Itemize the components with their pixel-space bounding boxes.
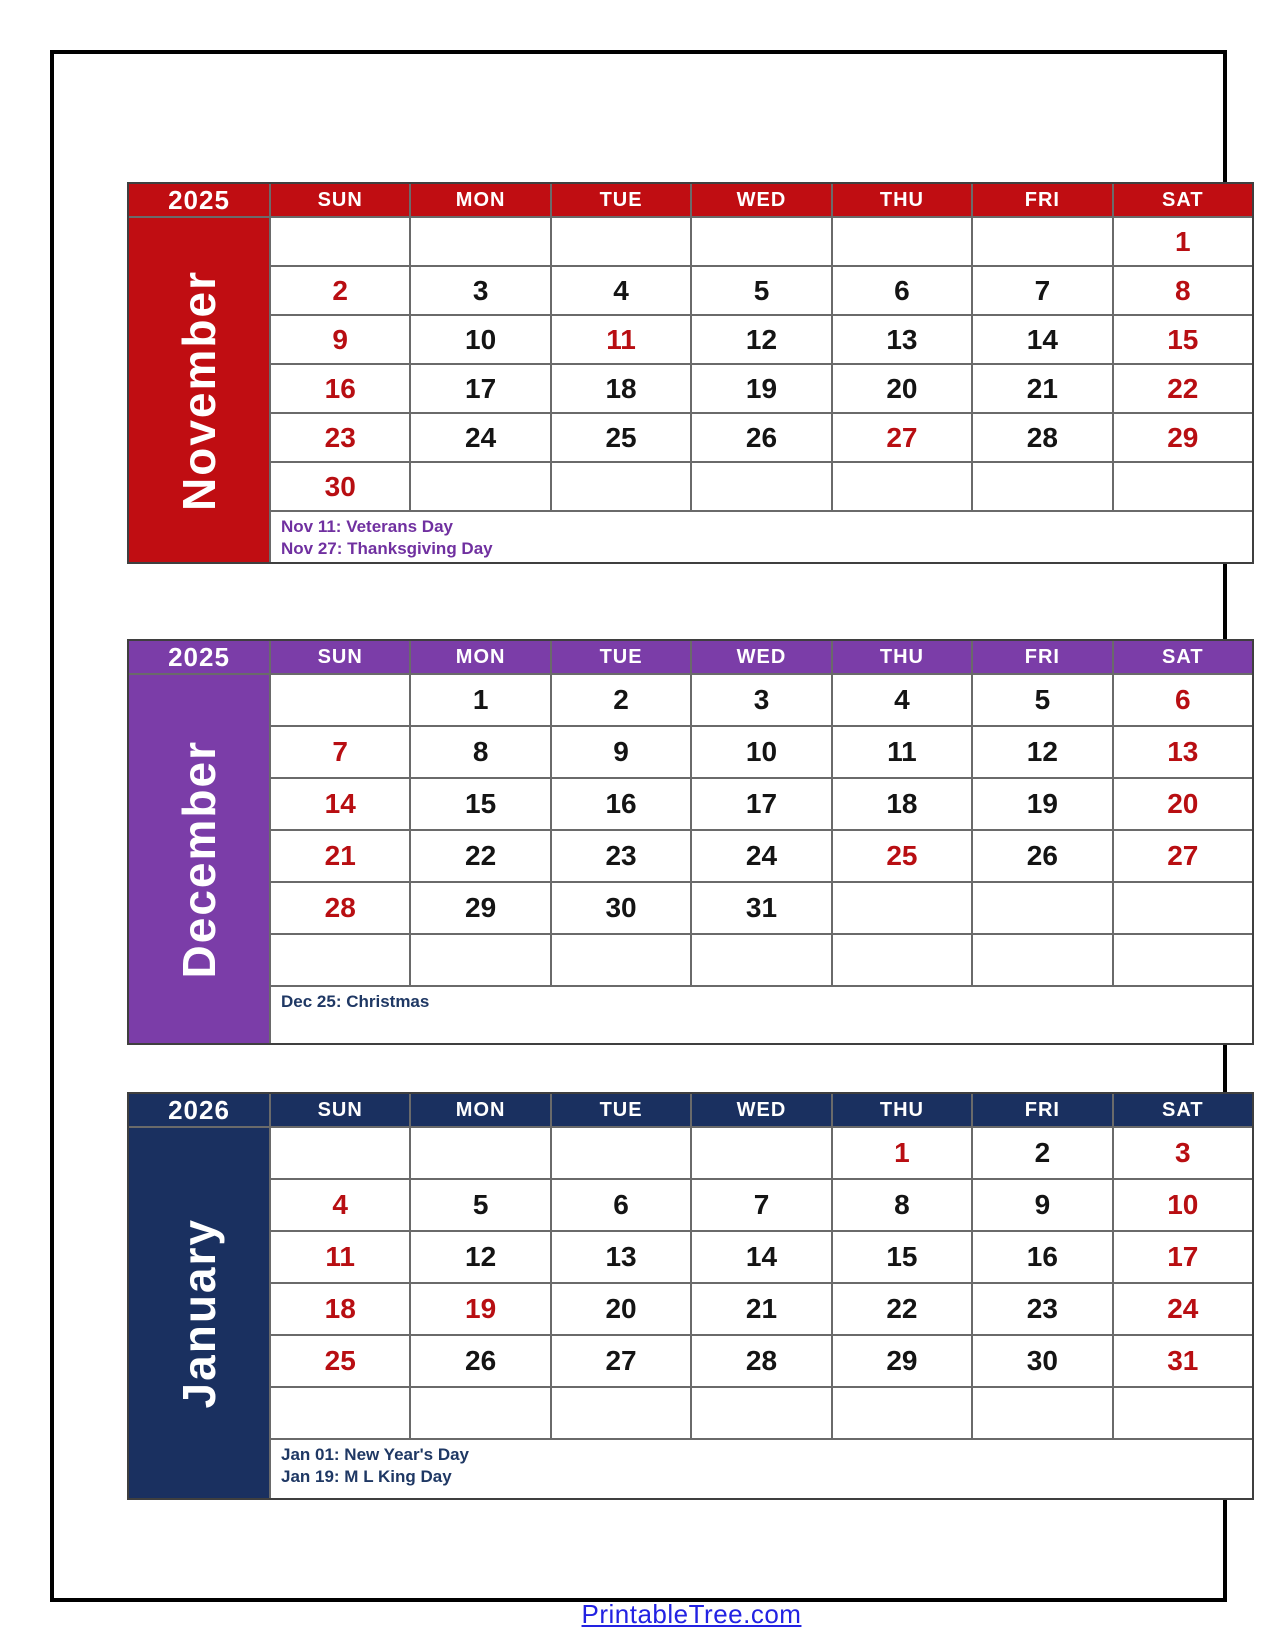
date-cell: 14 xyxy=(692,1232,830,1282)
date-cell: 26 xyxy=(692,414,830,461)
date-cell xyxy=(411,935,549,985)
date-cell xyxy=(833,463,971,510)
date-cell: 7 xyxy=(973,267,1111,314)
date-cell: 6 xyxy=(1114,675,1252,725)
date-cell xyxy=(411,1128,549,1178)
date-cell: 24 xyxy=(411,414,549,461)
date-cell: 22 xyxy=(1114,365,1252,412)
date-cell: 31 xyxy=(1114,1336,1252,1386)
date-cell xyxy=(411,463,549,510)
date-cell: 21 xyxy=(271,831,409,881)
date-cell xyxy=(692,935,830,985)
date-cell: 26 xyxy=(973,831,1111,881)
date-cell: 16 xyxy=(552,779,690,829)
date-cell: 11 xyxy=(833,727,971,777)
date-cell: 19 xyxy=(692,365,830,412)
date-cell: 28 xyxy=(973,414,1111,461)
date-cell: 1 xyxy=(1114,218,1252,265)
date-cell: 2 xyxy=(973,1128,1111,1178)
date-cell: 14 xyxy=(973,316,1111,363)
date-cell: 23 xyxy=(973,1284,1111,1334)
weekday-header-thu: THU xyxy=(833,184,971,216)
date-cell: 8 xyxy=(833,1180,971,1230)
date-cell: 13 xyxy=(833,316,971,363)
date-cell: 17 xyxy=(692,779,830,829)
date-cell xyxy=(552,1128,690,1178)
date-cell: 30 xyxy=(973,1336,1111,1386)
date-cell: 18 xyxy=(833,779,971,829)
date-cell xyxy=(692,1128,830,1178)
footer xyxy=(54,1599,1275,1630)
date-cell xyxy=(833,935,971,985)
date-cell: 2 xyxy=(552,675,690,725)
date-cell: 24 xyxy=(692,831,830,881)
date-cell: 27 xyxy=(833,414,971,461)
date-cell: 25 xyxy=(552,414,690,461)
date-cell: 21 xyxy=(973,365,1111,412)
weekday-header-wed: WED xyxy=(692,641,830,673)
month-band xyxy=(129,675,269,1043)
weekday-header-sat: SAT xyxy=(1114,641,1252,673)
holiday-note: Jan 19: M L King Day xyxy=(281,1466,452,1486)
date-cell xyxy=(692,463,830,510)
date-cell: 12 xyxy=(973,727,1111,777)
date-cell xyxy=(692,1388,830,1438)
date-cell xyxy=(1114,935,1252,985)
date-cell: 4 xyxy=(271,1180,409,1230)
date-cell xyxy=(833,883,971,933)
date-cell: 21 xyxy=(692,1284,830,1334)
month-label: November xyxy=(173,269,225,511)
weekday-header-tue: TUE xyxy=(552,1094,690,1126)
weekday-header-tue: TUE xyxy=(552,184,690,216)
date-cell: 13 xyxy=(552,1232,690,1282)
date-cell xyxy=(411,1388,549,1438)
date-cell xyxy=(1114,1388,1252,1438)
date-cell xyxy=(1114,463,1252,510)
calendar-december-2025 xyxy=(127,639,1254,1045)
month-label: January xyxy=(173,1217,225,1409)
date-cell: 26 xyxy=(411,1336,549,1386)
date-cell: 22 xyxy=(833,1284,971,1334)
date-cell: 7 xyxy=(692,1180,830,1230)
date-cell: 19 xyxy=(411,1284,549,1334)
date-cell xyxy=(271,1128,409,1178)
date-cell: 10 xyxy=(692,727,830,777)
date-cell: 30 xyxy=(552,883,690,933)
date-cell xyxy=(271,935,409,985)
date-cell: 27 xyxy=(1114,831,1252,881)
date-cell: 9 xyxy=(973,1180,1111,1230)
date-cell: 2 xyxy=(271,267,409,314)
date-cell: 20 xyxy=(1114,779,1252,829)
holiday-note: Jan 01: New Year's Day xyxy=(281,1445,470,1464)
date-cell: 28 xyxy=(271,883,409,933)
date-cell: 18 xyxy=(271,1284,409,1334)
date-cell xyxy=(552,935,690,985)
date-cell: 29 xyxy=(411,883,549,933)
date-cell xyxy=(552,1388,690,1438)
weekday-header-sat: SAT xyxy=(1114,184,1252,216)
calendar-january-2026 xyxy=(127,1092,1254,1500)
date-cell: 27 xyxy=(552,1336,690,1386)
date-cell xyxy=(833,1388,971,1438)
date-cell: 7 xyxy=(271,727,409,777)
weekday-header-fri: FRI xyxy=(973,184,1111,216)
date-cell: 31 xyxy=(692,883,830,933)
date-cell: 4 xyxy=(833,675,971,725)
printabletree-link[interactable]: PrintableTree.com xyxy=(581,1599,802,1629)
month-band xyxy=(129,218,269,562)
date-cell: 18 xyxy=(552,365,690,412)
date-cell: 8 xyxy=(1114,267,1252,314)
date-cell: 16 xyxy=(271,365,409,412)
weekday-header-sun: SUN xyxy=(271,641,409,673)
date-cell: 17 xyxy=(411,365,549,412)
holiday-note: Dec 25: Christmas xyxy=(281,992,430,1011)
date-cell: 29 xyxy=(833,1336,971,1386)
date-cell: 17 xyxy=(1114,1232,1252,1282)
weekday-header-thu: THU xyxy=(833,1094,971,1126)
weekday-header-wed: WED xyxy=(692,1094,830,1126)
date-cell: 10 xyxy=(1114,1180,1252,1230)
date-cell xyxy=(973,463,1111,510)
date-cell: 30 xyxy=(271,463,409,510)
date-cell: 11 xyxy=(552,316,690,363)
weekday-header-sun: SUN xyxy=(271,184,409,216)
date-cell xyxy=(973,935,1111,985)
date-cell xyxy=(552,463,690,510)
date-cell: 11 xyxy=(271,1232,409,1282)
date-cell: 1 xyxy=(411,675,549,725)
date-cell: 6 xyxy=(833,267,971,314)
date-cell xyxy=(1114,883,1252,933)
date-cell: 25 xyxy=(833,831,971,881)
month-label: December xyxy=(173,739,225,979)
date-cell xyxy=(973,883,1111,933)
date-cell: 12 xyxy=(411,1232,549,1282)
date-cell: 5 xyxy=(411,1180,549,1230)
date-cell xyxy=(833,218,971,265)
weekday-header-sun: SUN xyxy=(271,1094,409,1126)
date-cell: 16 xyxy=(973,1232,1111,1282)
date-cell: 15 xyxy=(1114,316,1252,363)
weekday-header-sat: SAT xyxy=(1114,1094,1252,1126)
date-cell: 25 xyxy=(271,1336,409,1386)
year-label: 2025 xyxy=(129,184,269,216)
date-cell xyxy=(692,218,830,265)
holiday-notes xyxy=(271,1440,1252,1498)
date-cell: 15 xyxy=(833,1232,971,1282)
weekday-header-mon: MON xyxy=(411,184,549,216)
date-cell xyxy=(411,218,549,265)
date-cell: 23 xyxy=(271,414,409,461)
date-cell: 3 xyxy=(411,267,549,314)
year-label: 2026 xyxy=(129,1094,269,1126)
holiday-notes xyxy=(271,987,1252,1043)
date-cell: 10 xyxy=(411,316,549,363)
date-cell xyxy=(271,675,409,725)
date-cell: 20 xyxy=(833,365,971,412)
weekday-header-fri: FRI xyxy=(973,641,1111,673)
date-cell: 6 xyxy=(552,1180,690,1230)
date-cell: 23 xyxy=(552,831,690,881)
date-cell: 24 xyxy=(1114,1284,1252,1334)
date-cell: 29 xyxy=(1114,414,1252,461)
date-cell: 14 xyxy=(271,779,409,829)
holiday-notes xyxy=(271,512,1252,562)
year-label: 2025 xyxy=(129,641,269,673)
date-cell: 13 xyxy=(1114,727,1252,777)
date-cell: 15 xyxy=(411,779,549,829)
date-cell: 28 xyxy=(692,1336,830,1386)
page-border-frame xyxy=(50,50,1227,1629)
date-cell: 3 xyxy=(1114,1128,1252,1178)
date-cell: 12 xyxy=(692,316,830,363)
calendar-november-2025 xyxy=(127,182,1254,564)
date-cell: 9 xyxy=(271,316,409,363)
date-cell xyxy=(271,1388,409,1438)
date-cell: 8 xyxy=(411,727,549,777)
date-cell: 22 xyxy=(411,831,549,881)
date-cell: 5 xyxy=(692,267,830,314)
weekday-header-thu: THU xyxy=(833,641,971,673)
weekday-header-mon: MON xyxy=(411,641,549,673)
month-band xyxy=(129,1128,269,1498)
date-cell: 9 xyxy=(552,727,690,777)
weekday-header-mon: MON xyxy=(411,1094,549,1126)
date-cell xyxy=(973,1388,1111,1438)
holiday-note: Nov 11: Veterans Day xyxy=(281,517,453,536)
holiday-note: Nov 27: Thanksgiving Day xyxy=(281,538,493,558)
weekday-header-wed: WED xyxy=(692,184,830,216)
date-cell: 1 xyxy=(833,1128,971,1178)
date-cell: 3 xyxy=(692,675,830,725)
date-cell xyxy=(973,218,1111,265)
date-cell: 20 xyxy=(552,1284,690,1334)
date-cell xyxy=(552,218,690,265)
weekday-header-fri: FRI xyxy=(973,1094,1111,1126)
date-cell: 5 xyxy=(973,675,1111,725)
weekday-header-tue: TUE xyxy=(552,641,690,673)
date-cell: 4 xyxy=(552,267,690,314)
date-cell xyxy=(271,218,409,265)
date-cell: 19 xyxy=(973,779,1111,829)
